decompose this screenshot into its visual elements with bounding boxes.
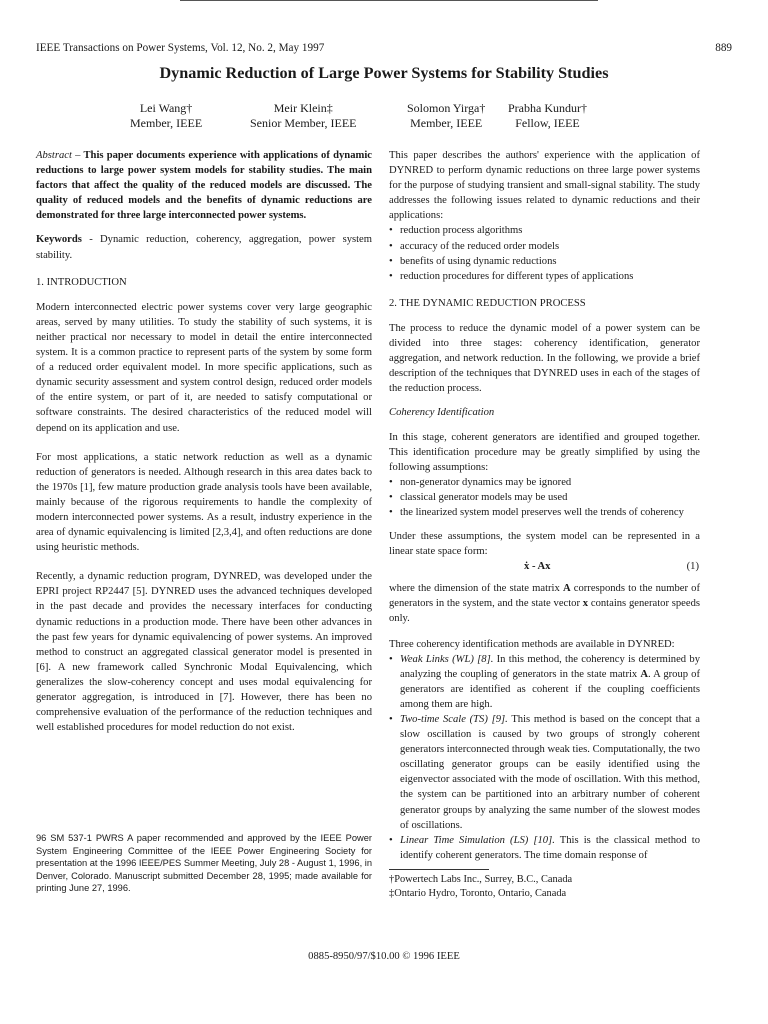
methods-list [389,652,700,863]
matrix-symbol: A [640,668,648,680]
text-span: corresponds to the number of generators in the system, and the state vector [389,583,700,610]
list-item [389,833,700,863]
intro-paragraph-3: Recently, a dynamic reduction program, DYNRED, was developed under the EPRI project RP2447 [5]. DYNRED uses the advanced techniques developed in the past decade and provides the necessary interfaces for conducting dynamic reductions in a production mode. There have been other advances in the past few years for dynamic equivalencing of power systems. An improved method to construct an aggregated classical generator model is presented in [6]. A new framework called Synchronic Modal Equivalencing, which generalizes the slow-coherency concept and uses modal equivalencing for generator aggregation, is introduced in [7]. However, there has been no comprehensive evaluation of the performance of the reduction techniques and well established procedures for model reduction do not exist. [36,571,372,734]
author-grade: Senior Member, IEEE [250,116,357,130]
method-text: This is the classical method to identify coherent generators. The time domain response of [400,834,700,861]
submission-footnote: 96 SM 537-1 PWRS A paper recommended and approved by the IEEE Power System Engineering Committee of the IEEE Power Engineering Society for presentation at the 1996 IEEE/PES Summer Meeting, July 28 - August 1, 1996, in Denver, Colorado. Manuscript submitted December 28, 1995; made available for printing June 27, 1996. [36,833,372,894]
page-number: 889 [715,42,732,54]
footnote-rule [389,869,489,870]
list-item: • classical generator models may be used [389,490,700,505]
right-paragraph-6: Three coherency identification methods are available in DYNRED: [389,638,675,650]
vector-symbol: x [582,598,589,610]
method-text: . A group of generators are identified as coherent if the coupling coefficients among them are high. [400,668,700,710]
list-item: • reduction procedures for different types of applications [389,269,700,284]
equation-1 [389,559,700,576]
author-name: Lei Wang† [139,101,193,115]
keywords-text: - Dynamic reduction, coherency, aggregation, power system stability. [36,234,372,261]
section-heading-dynamic-reduction: 2. THE DYNAMIC REDUCTION PROCESS [389,297,586,309]
right-paragraph-5 [389,581,700,626]
issues-list [389,223,700,283]
author-grade: Member, IEEE [410,116,483,130]
list-item: • benefits of using dynamic reductions [389,254,700,269]
right-paragraph-2: The process to reduce the dynamic model of a power system can be divided into three stages: coherency identification, generator aggregation, and network reduction. In the following, we provide a brief description of the techniques that DYNRED uses in each of the stages of the reduction process. [389,322,700,395]
author-grade: Member, IEEE [130,116,203,130]
running-header [36,42,732,54]
equation-expression: ẋ - Ax [524,561,551,573]
abstract [36,148,372,223]
copyright-line: 0885-8950/97/$10.00 © 1996 IEEE [308,951,460,962]
left-column [36,148,372,735]
abstract-label: Abstract – [36,150,81,161]
method-text: This method is based on the concept that a slow oscillation is caused by two groups of strongly coherent generators interconnected through weak ties. Computationally, the two oscillating generator groups can be easily identified using the eigenvector associated with the mode of oscillation. With this method, the system can be partitioned into an arbitrary number of coherent generator groups by analyzing the same number of the slowest modes of oscillations. [400,714,700,831]
subsection-heading-coherency: Coherency Identification [389,407,495,419]
abstract-text: This paper documents experience with applications of dynamic reductions to large power system models for stability studies. The main factors that affect the quality of the reduced models are discussed. The quality of reduced models and the benefits of dynamic reductions are demonstrated for three large interconnected power systems. [36,150,372,222]
list-item [389,652,700,712]
list-item: • non-generator dynamics may be ignored [389,475,700,490]
journal-citation: IEEE Transactions on Power Systems, Vol. 12, No. 2, May 1997 [36,42,325,54]
affiliation: ‡Ontario Hydro, Toronto, Ontario, Canada [389,887,567,899]
list-item [389,712,700,833]
author-name: Prabha Kundur† [508,101,587,115]
list-item: • reduction process algorithms [389,223,700,238]
list-item: • the linearized system model preserves well the trends of coherency [389,505,700,520]
paper-title: Dynamic Reduction of Large Power Systems for Stability Studies [159,64,609,82]
equation-number: (1) [686,561,699,573]
right-column [389,148,700,901]
matrix-symbol: A [562,583,571,595]
text-span: where the dimension of the state matrix [389,583,563,595]
right-paragraph-4: Under these assumptions, the system model can be represented in a linear state space form: [389,531,700,558]
text-span: contains generator speeds only. [389,598,700,625]
top-rule [180,0,598,1]
affiliation: †Powertech Labs Inc., Surrey, B.C., Canada [389,873,573,885]
right-paragraph-3: In this stage, coherent generators are identified and grouped together. This identification procedure may be greatly simplified by using the following assumptions: [389,431,700,473]
section-heading-introduction: 1. INTRODUCTION [36,276,127,288]
method-text: In this method, the coherency is determined by analyzing the coupling of generators in the state matrix [400,653,700,680]
intro-paragraph-1: Modern interconnected electric power systems cover very large geographic areas, served by many utilities. To study the stability of such systems, it is neither practical nor necessary to model in detail the entire interconnected system. It is a common practice to represent parts of the system by some form of a reduced order equivalent model. In more specific applications, such as dynamic security assessment and system control design, reduced order models of the entire system, or part of it, are needed to satisfy computational or software constraints. The desired characteristics of the reduced model will depend on its application and use. [36,301,372,434]
author-1 [130,101,202,131]
author-3 [407,101,485,131]
method-name: Weak Links (WL) [8]. [400,653,494,665]
right-paragraph-1: This paper describes the authors' experience with the application of DYNRED to perform dynamic reductions on three large power systems for the purpose of studying transient and small-signal stability. The study addresses the following issues related to dynamic reductions and their applications: [389,150,700,222]
keywords [36,232,372,262]
list-item: • accuracy of the reduced order models [389,239,700,254]
intro-paragraph-2: For most applications, a static network reduction as well as a dynamic reduction of generators is needed. Although research in this area dates back to the 1970s [1], few mature production grade analysis tools have been available, mainly because of the rigorous requirements to handle the complexity of modern interconnected power systems. As a result, industry experience in the area of dynamic equivalencing is limited [2,3,4], and often reductions are done using heuristic methods. [36,451,372,554]
author-2 [250,101,357,131]
author-grade: Fellow, IEEE [515,116,580,130]
method-name: Linear Time Simulation (LS) [10]. [400,834,555,846]
keywords-label: Keywords [36,234,82,246]
method-name: Two-time Scale (TS) [9]. [400,714,508,725]
author-name: Solomon Yirga† [407,101,486,115]
assumptions-list [389,475,700,520]
author-4 [508,101,587,131]
author-name: Meir Klein‡ [273,101,333,115]
